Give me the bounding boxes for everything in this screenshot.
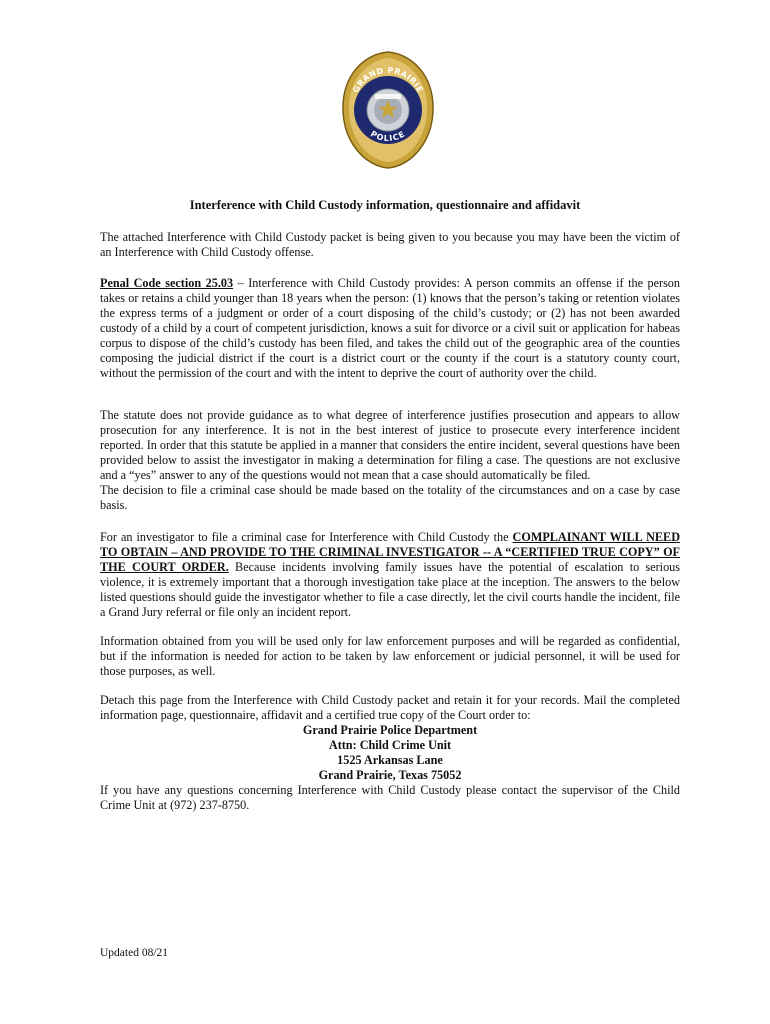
address-line-1: Grand Prairie Police Department [302, 723, 478, 737]
penal-code-text: – Interference with Child Custody provides: A person commits an offense if the person takes or retains a child younger than 18 years when the person: (1) knows that the person’s taking or retention violates the express terms of a judgment or order of a court disposing of the child’s custody; or (2) has not been awarded custody of a child by a court of competent jurisdiction, knows a suit for divorce or a civil suit or application for habeas corpus to dispose of the child’s custody has been filed, and takes the child out of the geographic area of the counties composing the judicial district if the court is a district court or the county if the court is a statutory county court, without the permission of the court and with the intent to deprive the court of authority over the child. [100, 276, 680, 380]
detach-paragraph [100, 693, 680, 813]
intro-text: The attached Interference with Child Custody packet is being given to you because you may have been the victim of an Interference with Child Custody offense. [100, 230, 680, 259]
detach-text: Detach this page from the Interference with Child Custody packet and retain it for your records. Mail the completed information page, questionnaire, affidavit and a certified true copy of the Court order to: [100, 693, 680, 722]
confidential-paragraph [100, 634, 680, 679]
investigator-lead: For an investigator to file a criminal case for Interference with Child Custody the [100, 530, 513, 544]
confidential-text: Information obtained from you will be used only for law enforcement purposes and will be regarded as confidential, but if the information is needed for action to be taken by law enforcement or judicial personnel, it will be used for those purposes, as well. [100, 634, 680, 678]
statute-text: The statute does not provide guidance as to what degree of interference justifies prosecution and appears to allow prosecution for any interference. It is not in the best interest of justice to prosecute every interference incident reported. In order that this statute be applied in a manner that considers the entire incident, several questions have been provided below to assist the investigator in making a determination for filing a case. The questions are not exclusive and a “yes” answer to any of the questions would not mean that a case should automatically be filed. [100, 408, 680, 482]
document-title: Interference with Child Custody information, questionnaire and affidavit [189, 198, 581, 212]
investigator-rest: Because incidents involving family issues have the potential of escalation to serious violence, it is extremely important that a thorough investigation take place at the inception. The answers to the below listed questions should guide the investigator whether to file a case directly, let the civil courts handle the incident, file a Grand Jury referral or file only an incident report. [100, 560, 680, 619]
statute-decision-text: The decision to file a criminal case should be made based on the totality of the circumstances and on a case by case basis. [100, 483, 680, 512]
address-line-3: 1525 Arkansas Lane [337, 753, 443, 767]
logo-bottom-text: POLICE [369, 129, 407, 144]
contact-text: If you have any questions concerning Interference with Child Custody please contact the supervisor of the Child Crime Unit at (972) 237-8750. [100, 783, 680, 812]
updated-date: Updated 08/21 [100, 947, 169, 959]
address-line-2: Attn: Child Crime Unit [328, 738, 452, 752]
intro-paragraph [100, 230, 680, 260]
investigator-emphasis: COMPLAINANT WILL NEED TO OBTAIN – AND PROVIDE TO THE CRIMINAL INVESTIGATOR -- A “CERTIFIED TRUE COPY” OF THE COURT ORDER. [100, 530, 680, 574]
badge-icon [341, 50, 435, 170]
investigator-paragraph [100, 530, 680, 620]
logo-top-text: GRAND PRAIRIE [351, 65, 425, 95]
police-badge-logo [341, 50, 435, 170]
address-line-4: Grand Prairie, Texas 75052 [318, 768, 462, 782]
penal-code-paragraph [100, 276, 680, 381]
penal-code-label: Penal Code section 25.03 [100, 276, 234, 290]
statute-paragraph [100, 408, 680, 513]
